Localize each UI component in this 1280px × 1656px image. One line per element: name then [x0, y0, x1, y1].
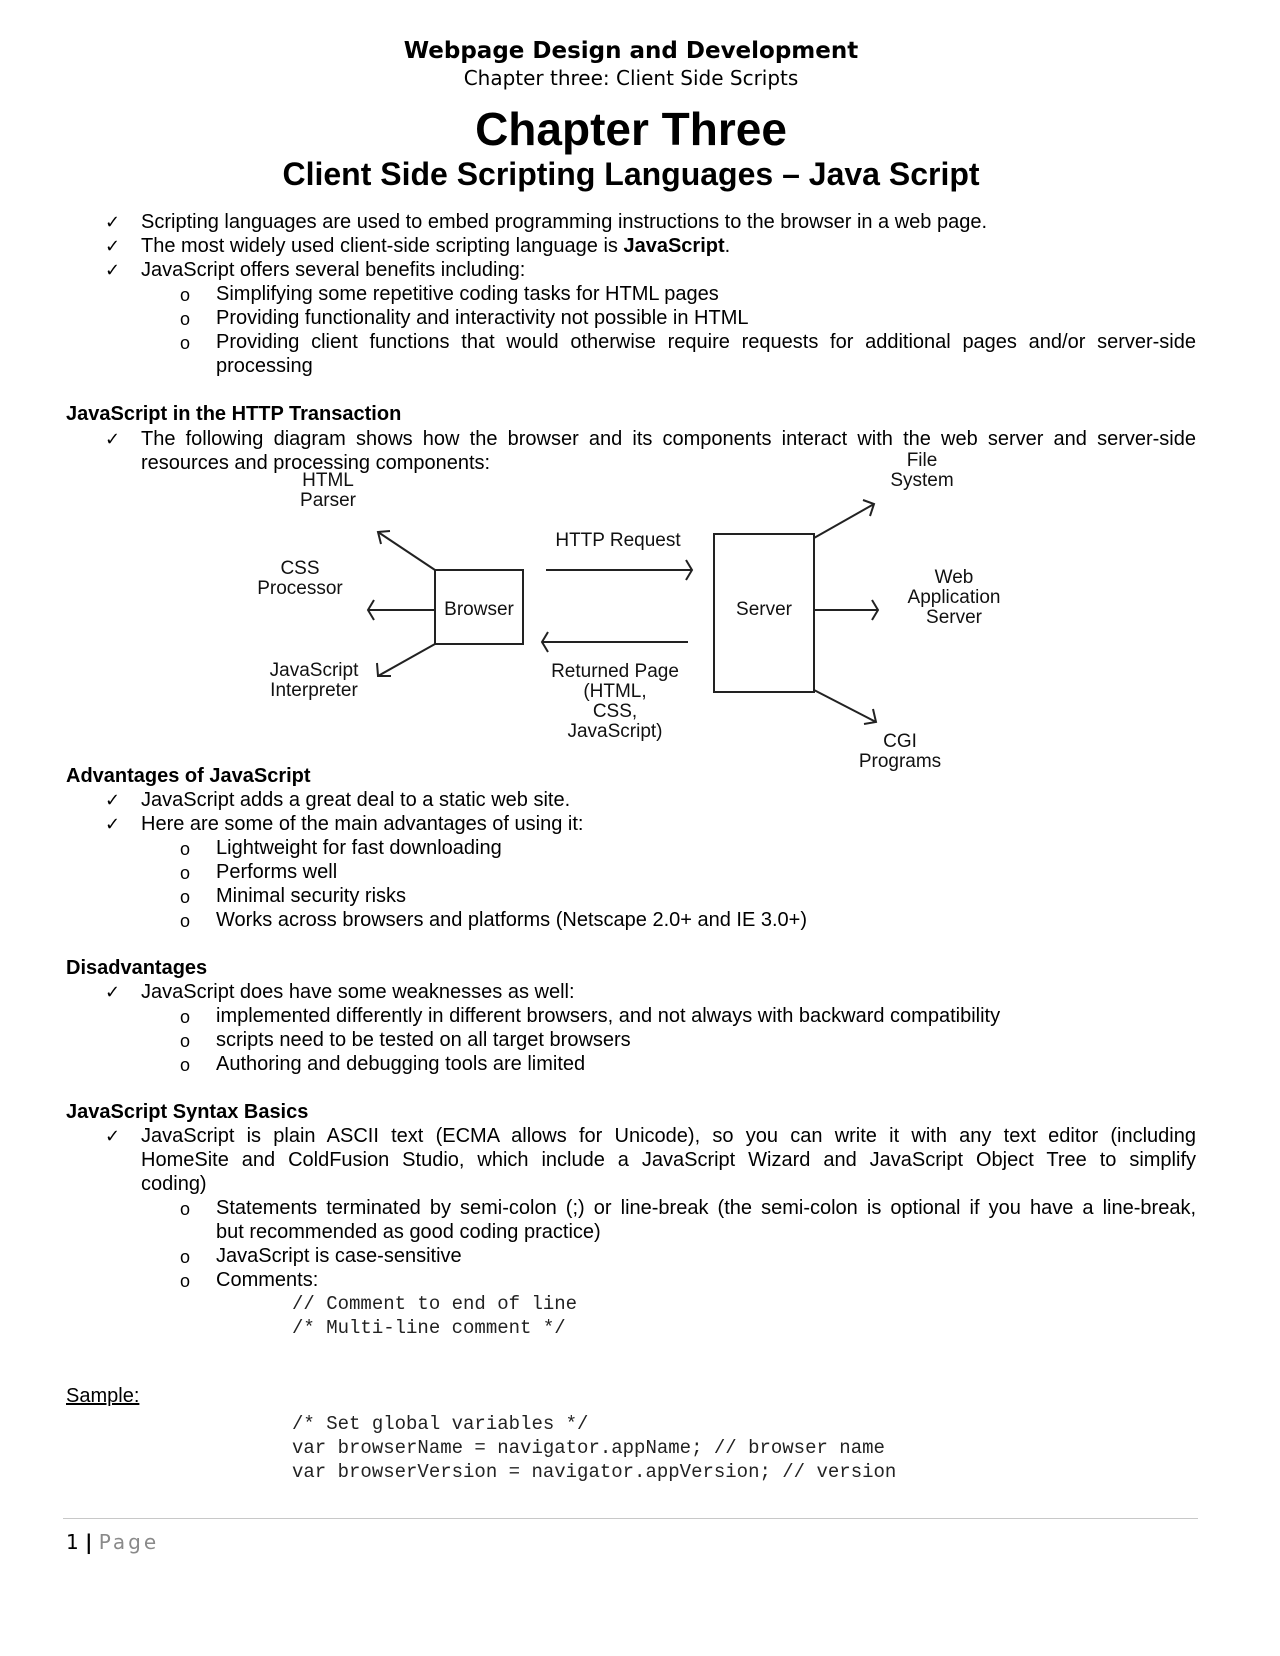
intro-sub-3-line-1: Providing client functions that would otherwise require requests for additional pages and/or server-side [216, 331, 1196, 353]
diagram-label-html-parser-2: Parser [300, 490, 356, 511]
section-heading-http: JavaScript in the HTTP Transaction [66, 403, 402, 425]
http-bullet-line-1: The following diagram shows how the browser and its components interact with the web server and server-side [141, 428, 1196, 450]
check-icon: ✓ [105, 1126, 121, 1147]
circle-bullet-icon: o [180, 309, 191, 329]
syntax-sub-1-line-1: Statements terminated by semi-colon (;) or line-break (the semi-colon is optional if you have a line-break, [216, 1197, 1196, 1219]
advantages-bullet-1: JavaScript adds a great deal to a static web site. [141, 789, 571, 811]
section-heading-syntax: JavaScript Syntax Basics [66, 1101, 309, 1123]
circle-bullet-icon: o [180, 333, 191, 353]
advantages-sub-2: Performs well [216, 861, 338, 883]
http-transaction-diagram [230, 452, 1030, 782]
section-heading-disadvantages: Disadvantages [66, 957, 208, 979]
diagram-label-cgi-1: CGI [883, 731, 917, 752]
diagram-label-web-app-2: Application [907, 587, 1001, 608]
check-icon: ✓ [105, 236, 121, 257]
chapter-title: Chapter Three [475, 103, 787, 155]
advantages-sub-3: Minimal security risks [216, 885, 407, 907]
syntax-sub-3: Comments: [216, 1269, 319, 1291]
circle-bullet-icon: o [180, 887, 191, 907]
sample-label: Sample: [66, 1385, 140, 1407]
circle-bullet-icon: o [180, 1007, 191, 1027]
code-comment-line-1: // Comment to end of line [292, 1293, 578, 1315]
diagram-label-css-2: Processor [257, 578, 343, 599]
syntax-bullet-line-1: JavaScript is plain ASCII text (ECMA allows for Unicode), so you can write it with any text editor (including [141, 1125, 1196, 1147]
sample-code-line-2: var browserName = navigator.appName; // browser name [292, 1437, 885, 1459]
footer-divider [63, 1518, 1198, 1519]
diagram-label-web-app-3: Server [926, 607, 982, 628]
circle-bullet-icon: o [180, 1247, 191, 1267]
intro-bullet-2-prefix: The most widely used client-side scripting language is [141, 235, 624, 257]
circle-bullet-icon: o [180, 1199, 191, 1219]
diagram-label-css-1: CSS [280, 558, 320, 579]
intro-bullet-1: Scripting languages are used to embed programming instructions to the browser in a web page. [141, 211, 988, 233]
diagram-label-html-parser-1: HTML [302, 470, 354, 491]
intro-bullet-2-bold: JavaScript [623, 235, 725, 257]
document-header-subtitle: Chapter three: Client Side Scripts [463, 66, 799, 90]
diagram-label-browser: Browser [444, 599, 514, 620]
syntax-bullet-line-2: HomeSite and ColdFusion Studio, which include a JavaScript Wizard and JavaScript Object Tree to simplify [141, 1149, 1196, 1171]
footer-page-word: Page [98, 1530, 160, 1554]
code-comment-line-2: /* Multi-line comment */ [292, 1317, 566, 1339]
page-number: 1 [66, 1530, 79, 1554]
diagram-label-cgi-2: Programs [858, 751, 942, 772]
diagram-label-js-2: Interpreter [270, 680, 358, 701]
check-icon: ✓ [105, 814, 121, 835]
circle-bullet-icon: o [180, 911, 191, 931]
circle-bullet-icon: o [180, 285, 191, 305]
diagram-label-file-system-2: System [890, 470, 954, 491]
check-icon: ✓ [105, 790, 121, 811]
chapter-subtitle: Client Side Scripting Languages – Java Script [282, 156, 980, 192]
advantages-sub-4: Works across browsers and platforms (Netscape 2.0+ and IE 3.0+) [216, 909, 808, 931]
document-header-title: Webpage Design and Development [403, 38, 859, 64]
diagram-label-returned-3: CSS, [592, 701, 638, 722]
syntax-bullet-line-3: coding) [141, 1173, 207, 1195]
sample-code-line-1: /* Set global variables */ [292, 1413, 589, 1435]
section-heading-advantages: Advantages of JavaScript [66, 765, 311, 787]
diagram-label-server: Server [736, 599, 792, 620]
check-icon: ✓ [105, 212, 121, 233]
advantages-sub-1: Lightweight for fast downloading [216, 837, 502, 859]
syntax-sub-1-line-2: but recommended as good coding practice) [216, 1221, 601, 1243]
sample-code-line-3: var browserVersion = navigator.appVersion; // version [292, 1461, 897, 1483]
footer-separator: | [85, 1530, 93, 1554]
circle-bullet-icon: o [180, 1055, 191, 1075]
intro-sub-2: Providing functionality and interactivity not possible in HTML [216, 307, 749, 329]
intro-sub-1: Simplifying some repetitive coding tasks for HTML pages [216, 283, 719, 305]
diagram-label-returned-4: JavaScript) [567, 721, 663, 742]
diagram-label-returned-2: (HTML, [583, 681, 647, 702]
circle-bullet-icon: o [180, 839, 191, 859]
check-icon: ✓ [105, 260, 121, 281]
diagram-label-returned-1: Returned Page [551, 661, 679, 682]
circle-bullet-icon: o [180, 863, 191, 883]
diagram-label-http-request: HTTP Request [555, 530, 681, 551]
diagram-label-web-app-1: Web [934, 567, 974, 588]
intro-bullet-2-suffix: . [724, 235, 731, 257]
http-bullet-line-2: resources and processing components: [141, 452, 491, 474]
circle-bullet-icon: o [180, 1031, 191, 1051]
disadvantages-sub-3: Authoring and debugging tools are limited [216, 1053, 586, 1075]
intro-bullet-2 [141, 234, 730, 258]
disadvantages-sub-1: implemented differently in different browsers, and not always with backward compatibility [216, 1005, 1001, 1027]
diagram-label-js-1: JavaScript [269, 660, 359, 681]
disadvantages-sub-2: scripts need to be tested on all target browsers [216, 1029, 631, 1051]
intro-bullet-3: JavaScript offers several benefits including: [141, 259, 526, 281]
diagram-label-file-system-1: File [906, 452, 938, 471]
advantages-bullet-2: Here are some of the main advantages of using it: [141, 813, 584, 835]
disadvantages-bullet-1: JavaScript does have some weaknesses as well: [141, 981, 575, 1003]
page-footer [66, 1530, 159, 1554]
circle-bullet-icon: o [180, 1271, 191, 1291]
check-icon: ✓ [105, 429, 121, 450]
syntax-sub-2: JavaScript is case-sensitive [216, 1245, 462, 1267]
intro-sub-3-line-2: processing [216, 355, 313, 377]
check-icon: ✓ [105, 982, 121, 1003]
